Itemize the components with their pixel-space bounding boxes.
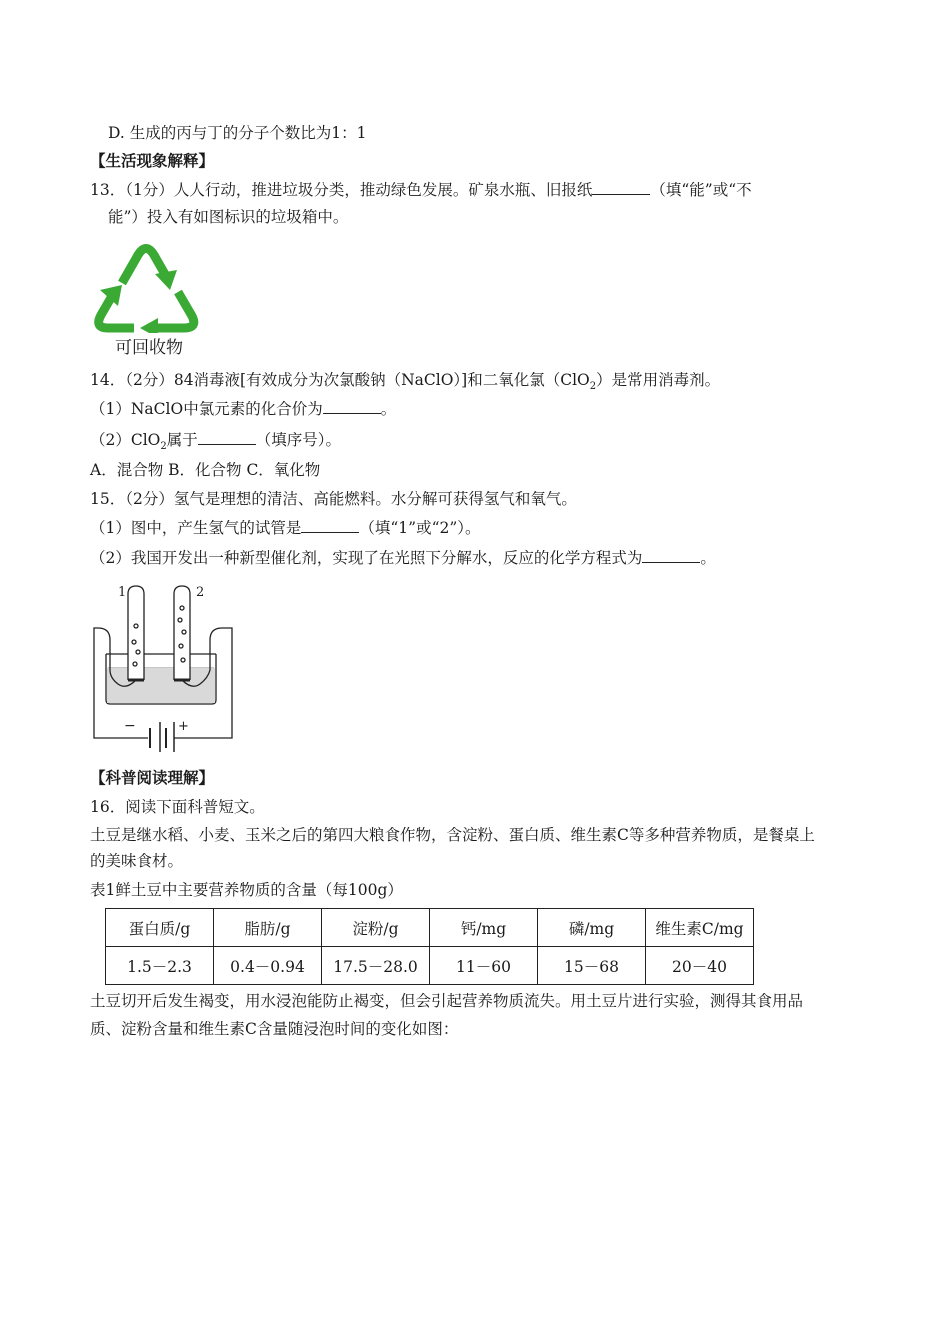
question-14-part2-a: （2）ClO bbox=[90, 431, 161, 449]
positive-terminal: + bbox=[178, 719, 189, 734]
section-heading-reading: 【科普阅读理解】 bbox=[90, 769, 215, 787]
question-15-part1 bbox=[90, 517, 481, 539]
question-13-line1 bbox=[90, 179, 752, 201]
tube-2-label: 2 bbox=[196, 585, 205, 600]
answer-blank bbox=[301, 518, 359, 533]
question-15-part2-text: （2）我国开发出一种新型催化剂，实现了在光照下分解水，反应的化学方程式为 bbox=[90, 549, 643, 567]
paragraph-2-line2: 质、淀粉含量和维生素C含量随浸泡时间的变化如图： bbox=[90, 1020, 459, 1038]
answer-blank bbox=[592, 180, 650, 195]
table-cell: 1.5－2.3 bbox=[106, 947, 214, 985]
subscript: 2 bbox=[160, 441, 167, 453]
table-header-cell: 磷/mg bbox=[538, 909, 646, 947]
question-15-part2 bbox=[90, 547, 716, 569]
table-row bbox=[106, 947, 754, 985]
question-14-part1 bbox=[90, 398, 396, 420]
paragraph-2-line1: 土豆切开后发生褐变，用水浸泡能防止褐变，但会引起营养物质流失。用土豆片进行实验，测得其食用品 bbox=[90, 992, 804, 1010]
table-header-cell: 脂肪/g bbox=[214, 909, 322, 947]
table-header-cell: 蛋白质/g bbox=[106, 909, 214, 947]
nutrition-table bbox=[105, 908, 754, 985]
question-14-stem-b: ）是常用消毒剂。 bbox=[596, 371, 721, 389]
table-cell: 15－68 bbox=[538, 947, 646, 985]
paragraph-1-line2: 的美味食材。 bbox=[90, 852, 184, 870]
answer-blank bbox=[198, 430, 256, 445]
table-cell: 11－60 bbox=[430, 947, 538, 985]
question-15-stem: 15．（2分）氢气是理想的清洁、高能燃料。水分解可获得氢气和氧气。 bbox=[90, 490, 577, 508]
answer-blank bbox=[642, 548, 700, 563]
table-header-row bbox=[106, 909, 754, 947]
answer-blank bbox=[323, 399, 381, 414]
question-13-line2: 能”）投入有如图标识的垃圾箱中。 bbox=[108, 208, 349, 226]
table-header-cell: 淀粉/g bbox=[322, 909, 430, 947]
question-14-part1-text: （1）NaClO中氯元素的化合价为 bbox=[90, 400, 323, 418]
tube-1-label: 1 bbox=[118, 585, 127, 600]
table-cell: 20－40 bbox=[646, 947, 754, 985]
table-caption: 表1鲜土豆中主要营养物质的含量（每100g） bbox=[90, 881, 403, 899]
question-13-text-b: （填“能”或“不 bbox=[650, 181, 752, 199]
question-16-intro: 16．阅读下面科普短文。 bbox=[90, 798, 265, 816]
recycle-label: 可回收物 bbox=[115, 338, 183, 358]
question-13-text-a: 13．（1分）人人行动，推进垃圾分类，推动绿色发展。矿泉水瓶、旧报纸 bbox=[90, 181, 593, 199]
recycle-icon bbox=[92, 238, 200, 333]
question-14-options: A．混合物 B．化合物 C．氧化物 bbox=[90, 461, 321, 479]
question-14-stem-a: 14．（2分）84消毒液[有效成分为次氯酸钠（NaClO）]和二氧化氯（ClO bbox=[90, 371, 590, 389]
question-14-part1-end: 。 bbox=[380, 400, 397, 418]
question-15-part1-text: （1）图中，产生氢气的试管是 bbox=[90, 519, 302, 537]
option-d: D. 生成的丙与丁的分子个数比为1：1 bbox=[108, 124, 367, 142]
table-header-cell: 钙/mg bbox=[430, 909, 538, 947]
question-15-part2-end: 。 bbox=[700, 549, 716, 567]
table-header-cell: 维生素C/mg bbox=[646, 909, 754, 947]
question-14-stem bbox=[90, 369, 720, 398]
question-14-part2-c: （填序号）。 bbox=[255, 431, 342, 449]
question-14-part2 bbox=[90, 429, 341, 458]
subscript: 2 bbox=[589, 381, 597, 393]
negative-terminal: − bbox=[124, 718, 136, 734]
question-15-part1-end: （填“1”或“2”）。 bbox=[359, 519, 481, 537]
electrolysis-diagram bbox=[88, 580, 238, 755]
question-14-part2-b: 属于 bbox=[166, 431, 198, 449]
table-cell: 17.5－28.0 bbox=[322, 947, 430, 985]
table-cell: 0.4－0.94 bbox=[214, 947, 322, 985]
section-heading-life: 【生活现象解释】 bbox=[90, 152, 215, 170]
paragraph-1-line1: 土豆是继水稻、小麦、玉米之后的第四大粮食作物，含淀粉、蛋白质、维生素C等多种营养物质，是餐桌上 bbox=[90, 826, 815, 844]
